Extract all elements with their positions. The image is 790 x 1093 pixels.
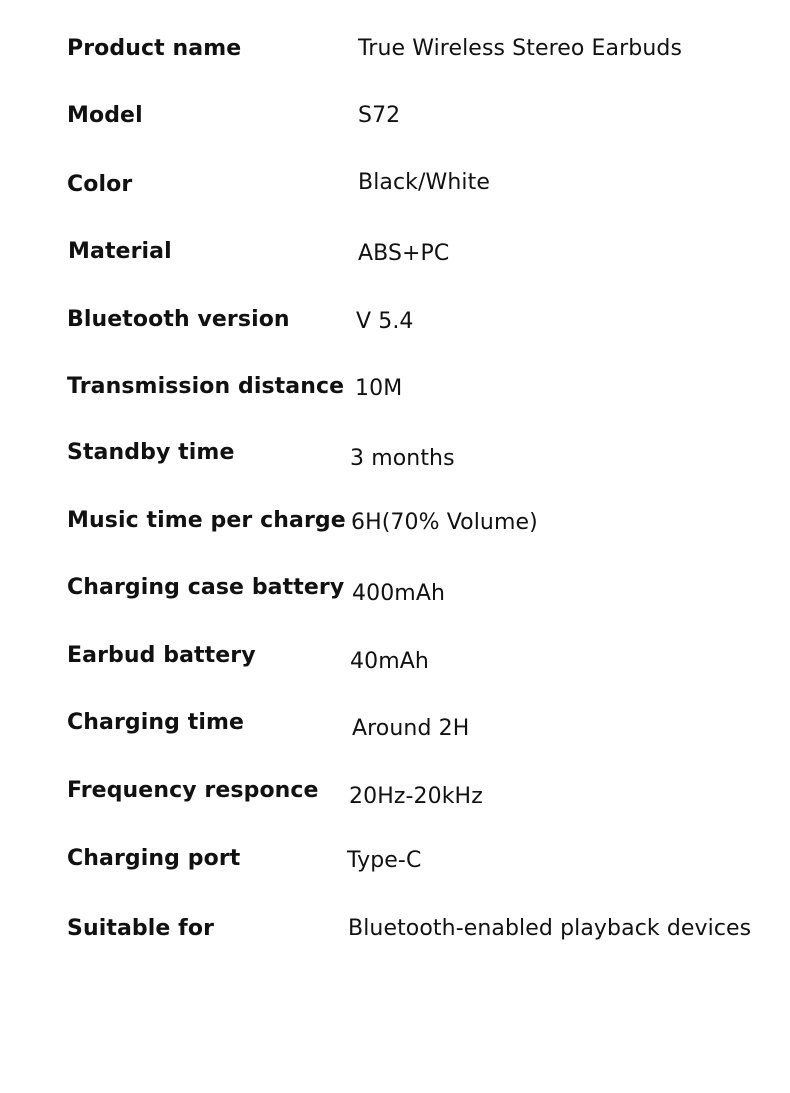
spec-row-frequency-response — [0, 778, 790, 818]
spec-label: Transmission distance — [67, 374, 345, 399]
spec-label: Frequency responce — [67, 778, 319, 803]
spec-row-charging-port — [0, 846, 790, 886]
spec-value: 20Hz-20kHz — [349, 784, 483, 809]
spec-value: 10M — [355, 376, 403, 401]
spec-value: V 5.4 — [356, 309, 414, 334]
spec-label: Suitable for — [67, 916, 215, 941]
spec-value: S72 — [358, 103, 401, 128]
spec-value: Around 2H — [352, 716, 470, 741]
spec-label: Bluetooth version — [67, 307, 290, 332]
spec-value: 3 months — [350, 446, 455, 471]
spec-row-music-time — [0, 508, 790, 548]
spec-value: 40mAh — [350, 649, 429, 674]
spec-row-suitable-for — [0, 916, 790, 956]
spec-row-charging-case-battery — [0, 575, 790, 615]
spec-value: 400mAh — [352, 581, 446, 606]
spec-label: Material — [68, 239, 172, 264]
spec-label: Charging case battery — [67, 575, 345, 600]
spec-label: Charging time — [67, 710, 245, 735]
spec-row-color — [0, 170, 790, 210]
spec-row-charging-time — [0, 710, 790, 750]
spec-label: Product name — [67, 36, 242, 61]
spec-row-material — [0, 239, 790, 279]
spec-label: Color — [67, 172, 133, 197]
spec-value: True Wireless Stereo Earbuds — [358, 36, 683, 61]
spec-label: Music time per charge — [67, 508, 346, 533]
spec-value: Bluetooth-enabled playback devices — [348, 916, 752, 941]
spec-row-transmission-distance — [0, 374, 790, 414]
spec-label: Model — [67, 103, 143, 128]
spec-value: 6H(70% Volume) — [351, 510, 538, 535]
spec-row-bluetooth-version — [0, 307, 790, 347]
spec-value: ABS+PC — [358, 241, 450, 266]
spec-row-standby-time — [0, 440, 790, 480]
spec-label: Standby time — [67, 440, 235, 465]
spec-label: Charging port — [67, 846, 241, 871]
spec-value: Black/White — [358, 170, 491, 195]
spec-row-product-name — [0, 36, 790, 76]
spec-row-earbud-battery — [0, 643, 790, 683]
spec-row-model — [0, 103, 790, 143]
spec-value: Type-C — [347, 848, 422, 873]
spec-label: Earbud battery — [67, 643, 256, 668]
